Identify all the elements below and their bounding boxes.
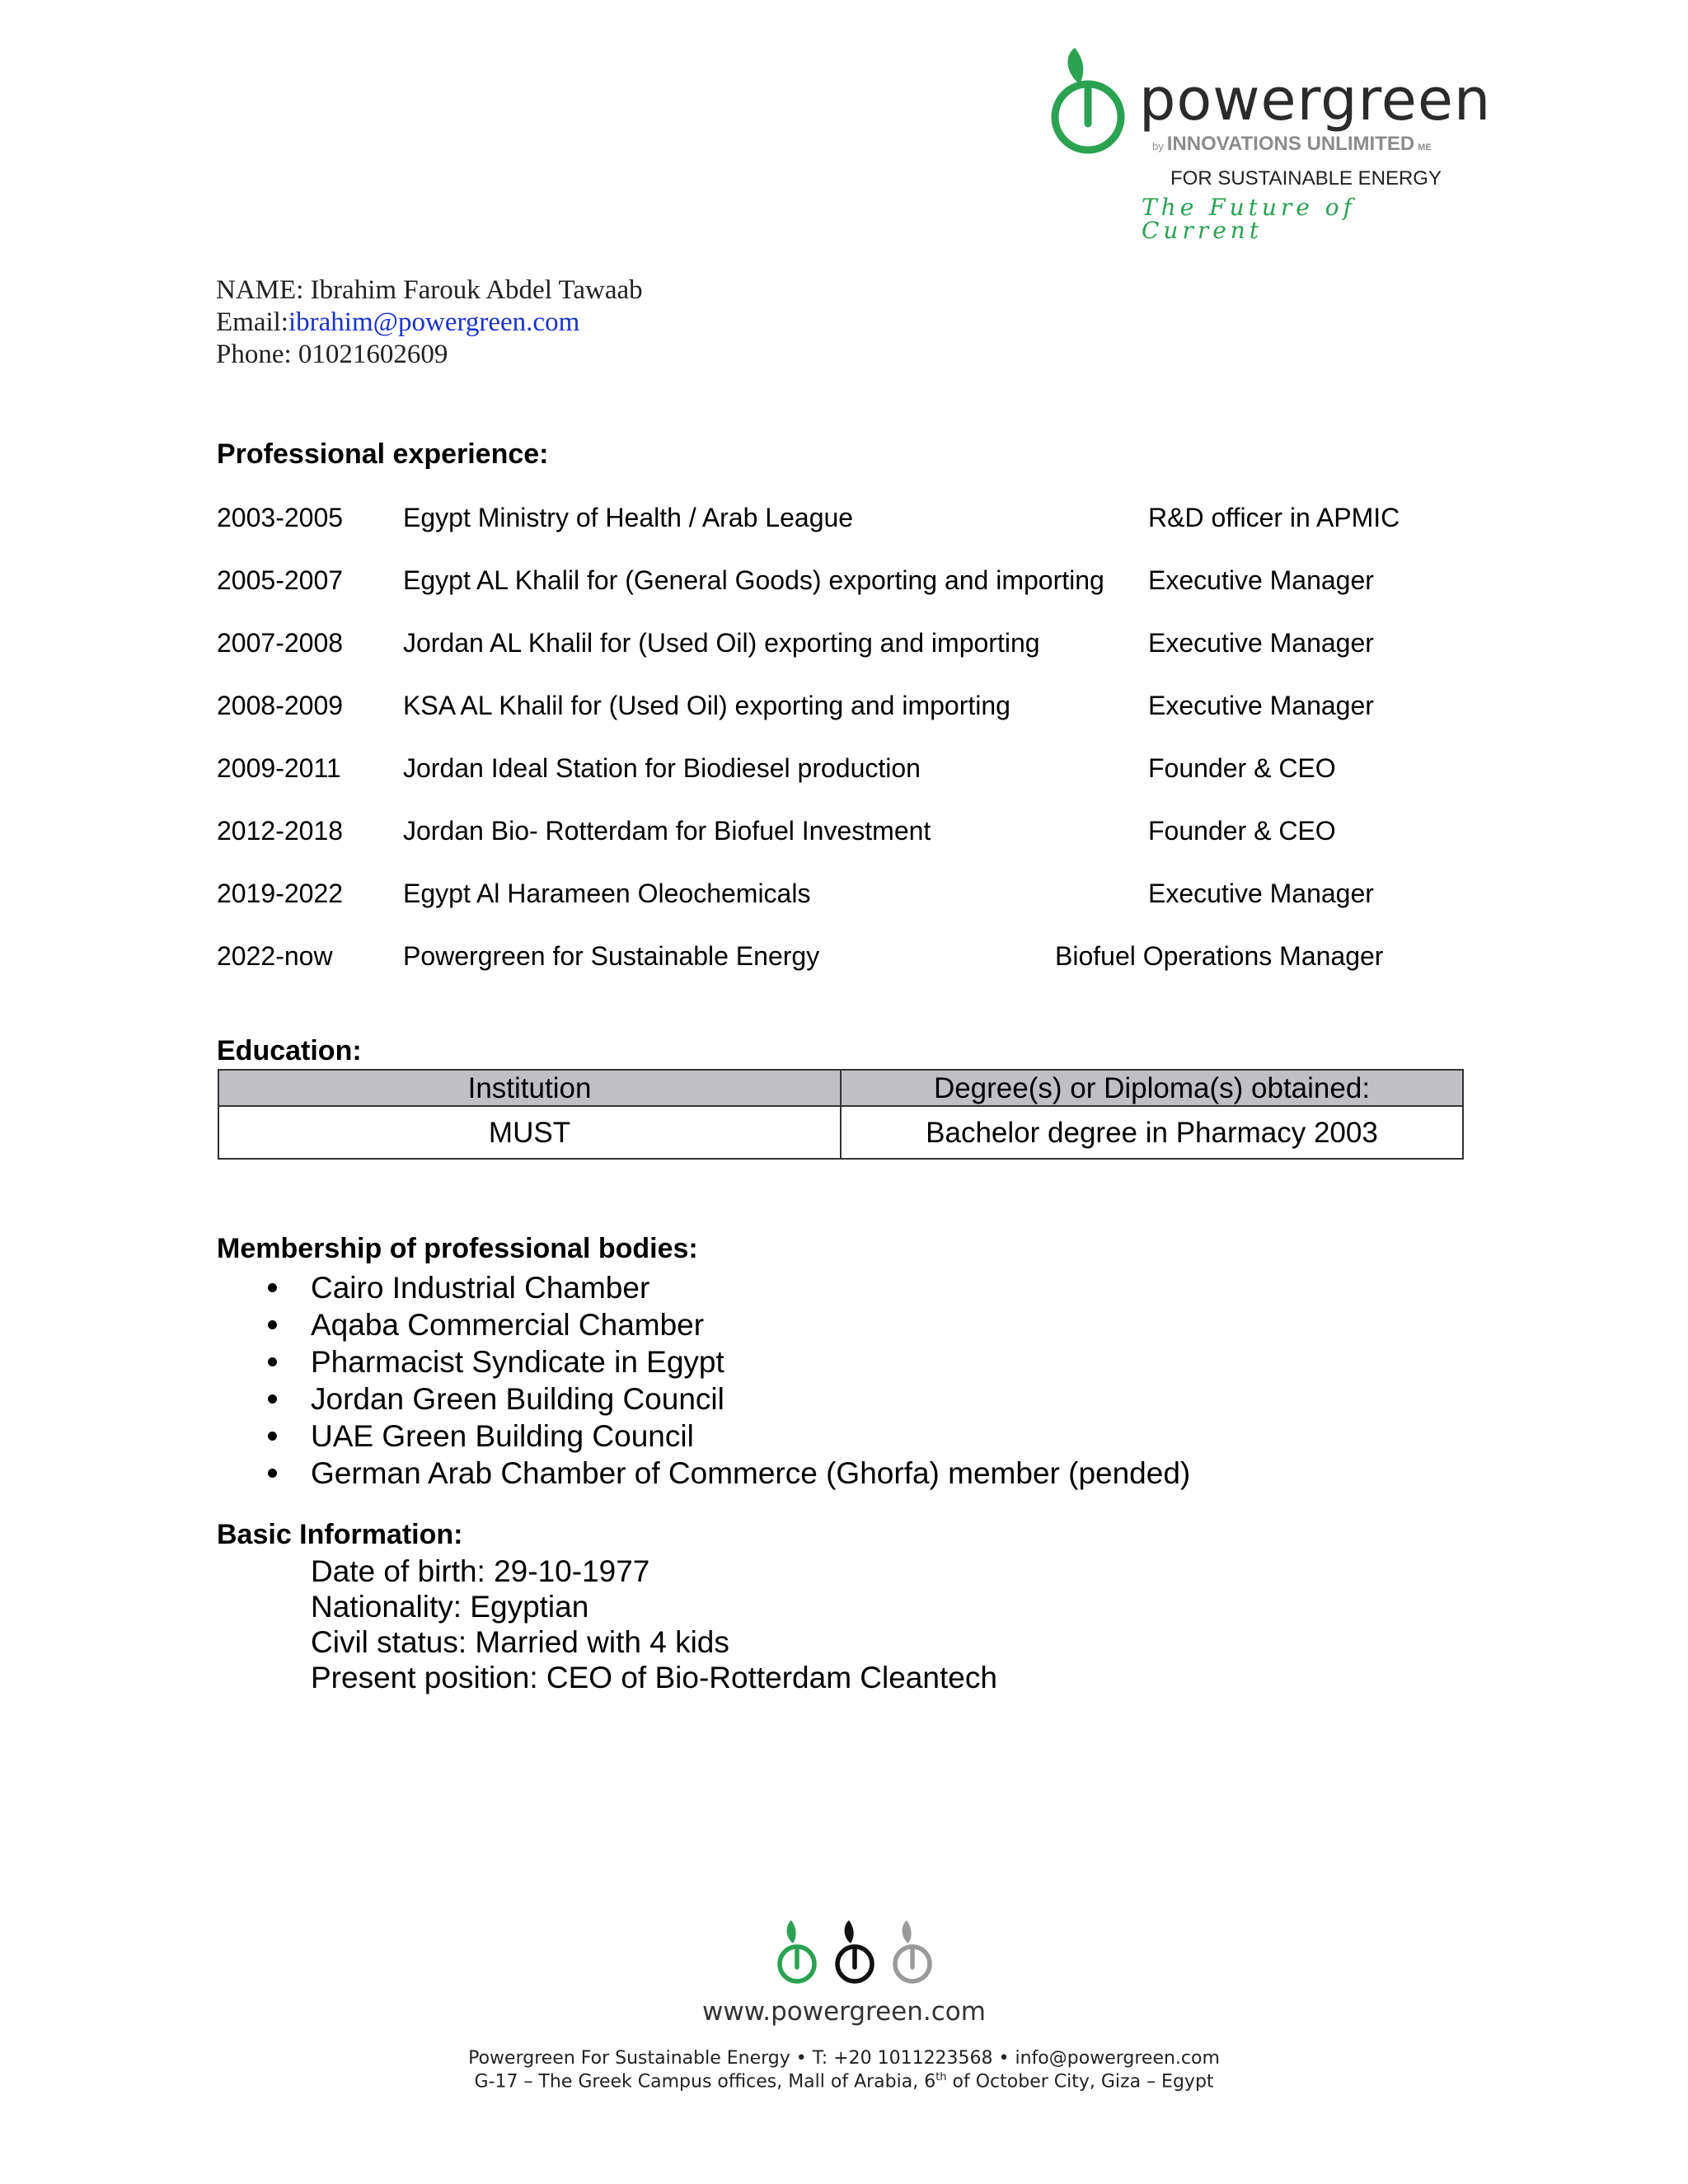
cell-degree: Bachelor degree in Pharmacy 2003 xyxy=(841,1106,1463,1159)
experience-years: 2007-2008 xyxy=(217,628,344,658)
experience-role: Executive Manager xyxy=(1148,691,1374,720)
power-apple-icon-green xyxy=(775,1916,823,1987)
basic-info-heading: Basic Information: xyxy=(217,1519,463,1550)
power-apple-icon xyxy=(1047,41,1137,165)
bullet-icon xyxy=(268,1432,277,1441)
experience-role: Executive Manager xyxy=(1148,628,1374,658)
experience-role: Executive Manager xyxy=(1148,565,1374,595)
experience-role: Biofuel Operations Manager xyxy=(1055,941,1384,971)
experience-org: Jordan Ideal Station for Biodiesel production xyxy=(403,753,921,783)
experience-years: 2008-2009 xyxy=(217,691,344,720)
experience-org: KSA AL Khalil for (Used Oil) exporting and importing xyxy=(403,691,1010,720)
experience-years: 2019-2022 xyxy=(217,879,344,908)
experience-years: 2009-2011 xyxy=(217,753,341,783)
experience-years: 2005-2007 xyxy=(217,565,344,595)
info-dob: Date of birth: 29-10-1977 xyxy=(311,1554,650,1588)
experience-org: Egypt Al Harameen Oleochemicals xyxy=(403,879,811,908)
list-item: Jordan Green Building Council xyxy=(260,1380,1190,1418)
brand-subtitle: FOR SUSTAINABLE ENERGY xyxy=(1170,167,1442,190)
list-item: German Arab Chamber of Commerce (Ghorfa) member (pended) xyxy=(260,1455,1190,1492)
power-apple-icon-gray xyxy=(890,1916,938,1987)
list-item: Aqaba Commercial Chamber xyxy=(260,1306,1190,1343)
experience-years: 2022-now xyxy=(217,941,333,971)
membership-list xyxy=(260,1269,1190,1492)
info-civil-status: Civil status: Married with 4 kids xyxy=(311,1625,729,1659)
experience-org: Jordan AL Khalil for (Used Oil) exporting and importing xyxy=(403,628,1040,658)
experience-years: 2003-2005 xyxy=(217,503,344,532)
contact-phone: Phone: 01021602609 xyxy=(216,340,448,369)
info-nationality: Nationality: Egyptian xyxy=(311,1590,589,1624)
bullet-icon xyxy=(268,1283,277,1292)
contact-name: NAME: Ibrahim Farouk Abdel Tawaab xyxy=(216,275,643,305)
education-heading: Education: xyxy=(217,1035,362,1066)
footer-icons xyxy=(775,1916,940,1987)
footer-website-link[interactable]: www.powergreen.com xyxy=(702,1997,986,2027)
brand-byline: by INNOVATIONS UNLIMITED ME xyxy=(1152,133,1432,155)
experience-role: Founder & CEO xyxy=(1148,753,1336,783)
experience-role: Executive Manager xyxy=(1148,879,1374,908)
bullet-icon xyxy=(268,1469,277,1478)
experience-org: Jordan Bio- Rotterdam for Biofuel Investment xyxy=(403,816,931,846)
table-row xyxy=(218,1106,1463,1159)
bullet-icon xyxy=(268,1394,277,1404)
footer-address-line: G-17 – The Greek Campus offices, Mall of Arabia, 6th of October City, Giza – Egypt xyxy=(474,2071,1214,2093)
list-item: Cairo Industrial Chamber xyxy=(260,1269,1190,1306)
brand-tagline: The Future of Current xyxy=(1142,194,1357,244)
list-item: UAE Green Building Council xyxy=(260,1418,1190,1455)
footer-contact-line: Powergreen For Sustainable Energy • T: +20 1011223568 • info@powergreen.com xyxy=(468,2048,1220,2069)
column-header-institution: Institution xyxy=(218,1070,841,1106)
membership-heading: Membership of professional bodies: xyxy=(217,1233,698,1264)
bullet-icon xyxy=(268,1320,277,1329)
experience-role: R&D officer in APMIC xyxy=(1148,503,1400,532)
experience-org: Egypt Ministry of Health / Arab League xyxy=(403,503,854,532)
experience-org: Egypt AL Khalil for (General Goods) exporting and importing xyxy=(403,565,1104,595)
education-table xyxy=(218,1069,1464,1160)
experience-heading: Professional experience: xyxy=(217,438,549,470)
table-header-row xyxy=(218,1070,1463,1106)
bullet-icon xyxy=(268,1357,277,1366)
experience-years: 2012-2018 xyxy=(217,816,344,846)
powergreen-logo xyxy=(1047,41,1492,244)
cell-institution: MUST xyxy=(218,1106,841,1159)
column-header-degree: Degree(s) or Diploma(s) obtained: xyxy=(841,1070,1463,1106)
list-item: Pharmacist Syndicate in Egypt xyxy=(260,1343,1190,1380)
info-position: Present position: CEO of Bio-Rotterdam Cleantech xyxy=(311,1661,997,1694)
experience-org: Powergreen for Sustainable Energy xyxy=(403,941,820,971)
experience-role: Founder & CEO xyxy=(1148,816,1336,846)
contact-email: Email:ibrahim@powergreen.com xyxy=(216,307,580,337)
brand-name: powergreen xyxy=(1139,66,1492,134)
email-link[interactable]: ibrahim@powergreen.com xyxy=(288,307,580,337)
power-apple-icon-black xyxy=(832,1916,880,1987)
